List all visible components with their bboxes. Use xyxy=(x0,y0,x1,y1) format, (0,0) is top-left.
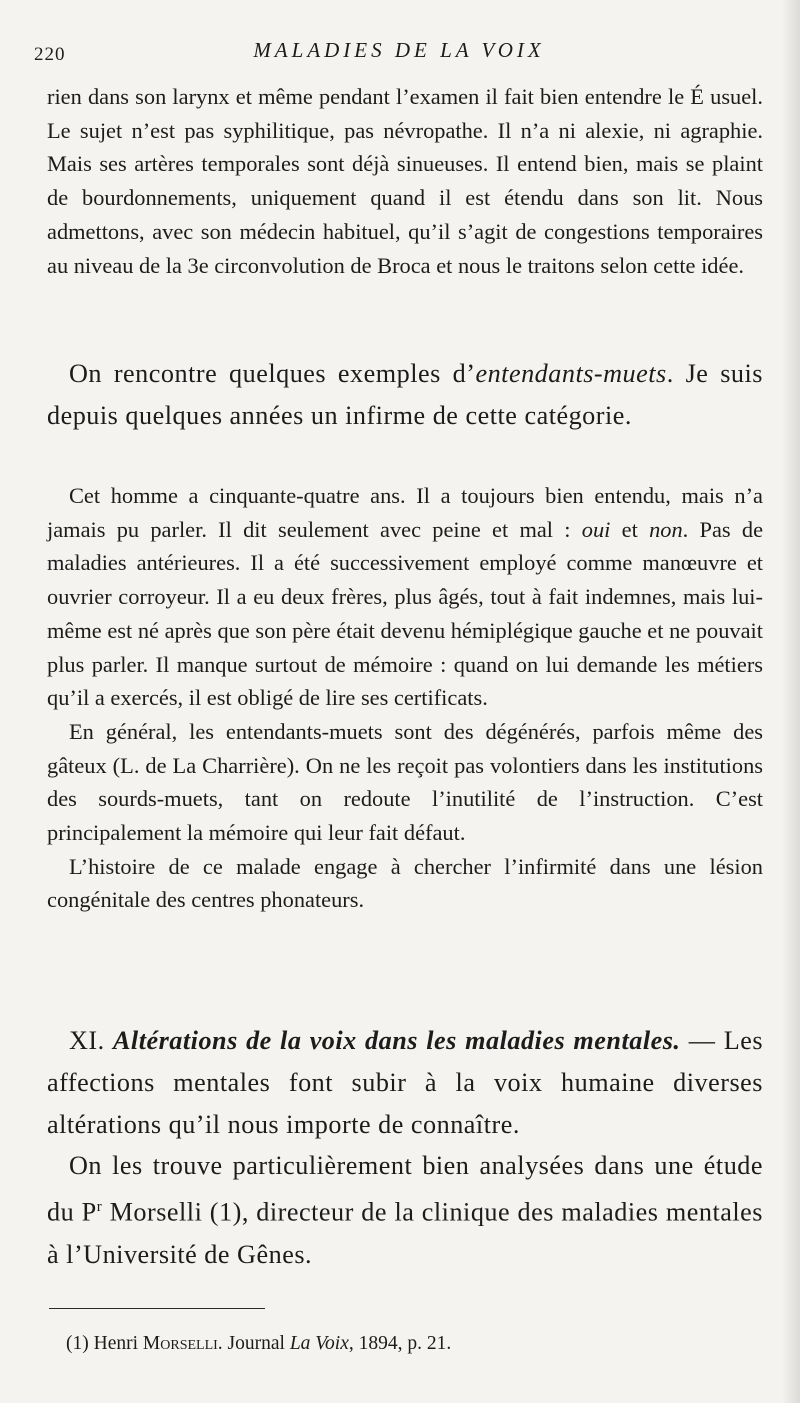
running-title: MALADIES DE LA VOIX xyxy=(253,38,545,62)
paragraph-morselli xyxy=(47,1145,763,1275)
paragraph-entendants-muets xyxy=(47,353,763,437)
body-text-block-1 xyxy=(47,80,763,282)
page-header xyxy=(34,38,764,68)
section-xi-heading-paragraph xyxy=(47,1020,763,1145)
footnote-author-last: Morselli xyxy=(142,1333,218,1354)
footnote-author-first: Henri xyxy=(93,1333,139,1354)
p3-italic-non: non xyxy=(649,516,683,542)
p3-text-b: et xyxy=(610,516,650,542)
section-number: XI. xyxy=(69,1026,105,1055)
p7-superscript: r xyxy=(96,1199,103,1216)
page-number: 220 xyxy=(34,44,66,65)
body-text-block-2 xyxy=(47,353,763,437)
paragraph-general: En général, les entendants-muets sont des dégénérés, parfois même des gâteux (L. de La Charrière). On ne les reçoit pas volontiers dans les institutions des sourds-muets, tant on redoute l’inutilité de l’instruction. C’est principalement la mémoire qui leur fait défaut. xyxy=(47,718,763,846)
footnote-journal: La Voix xyxy=(289,1333,349,1354)
paragraph-continuation: rien dans son larynx et même pendant l’examen il fait bien entendre le É usuel. Le sujet n’est pas syphilitique, pas névropathe. Il n’a ni alexie, ni agraphie. Mais ses artères temporales sont déjà sinueuses. Il entend bien, mais se plaint de bourdonnements, uniquement quand il est étendu dans son lit. Nous admettons, avec son médecin habituel, qu’il s’agit de congestions temporaires au niveau de la 3e circonvolution de Broca et nous le traitons selon cette idée. xyxy=(47,84,763,278)
page-edge xyxy=(782,0,800,1403)
paragraph-history: L’histoire de ce malade engage à chercher l’infirmité dans une lésion congénitale des centres phonateurs. xyxy=(47,853,763,913)
footnote-journal-label: . Journal xyxy=(217,1333,290,1354)
p2-text-after: . Je suis depuis quelques années un infirme de cette catégorie. xyxy=(47,359,763,430)
footnote xyxy=(66,1331,746,1357)
p2-italic-term: entendants-muets xyxy=(475,359,667,388)
footnote-rest: , 1894, p. 21. xyxy=(348,1333,452,1354)
section-text: — Les affections mentales font subir à la voix humaine diverses altérations qu’il nous importe de connaître. xyxy=(47,1026,764,1139)
p7-text-a: On les trouve particulièrement bien analysées dans une étude du P xyxy=(47,1151,763,1227)
p2-text-before: On rencontre quelques exemples d’ xyxy=(69,359,476,388)
p3-text-a: Cet homme a cinquante-quatre ans. Il a toujours bien entendu, mais n’a jamais pu parler. Il dit seulement avec peine et mal : xyxy=(47,483,763,542)
p7-text-b: Morselli (1), directeur de la clinique des maladies mentales à l’Université de Gênes. xyxy=(47,1197,763,1269)
paragraph-case-description xyxy=(47,479,763,715)
footnote-rule xyxy=(49,1308,265,1309)
body-text-block-4 xyxy=(47,1020,763,1276)
footnote-marker: (1) xyxy=(66,1333,89,1354)
section-title: Altérations de la voix dans les maladies mentales. xyxy=(112,1026,681,1055)
p3-text-c: . Pas de maladies antérieures. Il a été successivement employé comme manœuvre et ouvrier corroyeur. Il a eu deux frères, plus âgés, tout à fait indemnes, mais lui-même est né après que son père était devenu hémiplégique gauche et ne pouvait plus parler. Il manque surtout de mémoire : quand on lui demande les métiers qu’il a exercés, il est obligé de lire ses certificats. xyxy=(47,516,764,711)
body-text-block-3 xyxy=(47,479,763,917)
p3-italic-oui: oui xyxy=(581,516,611,542)
